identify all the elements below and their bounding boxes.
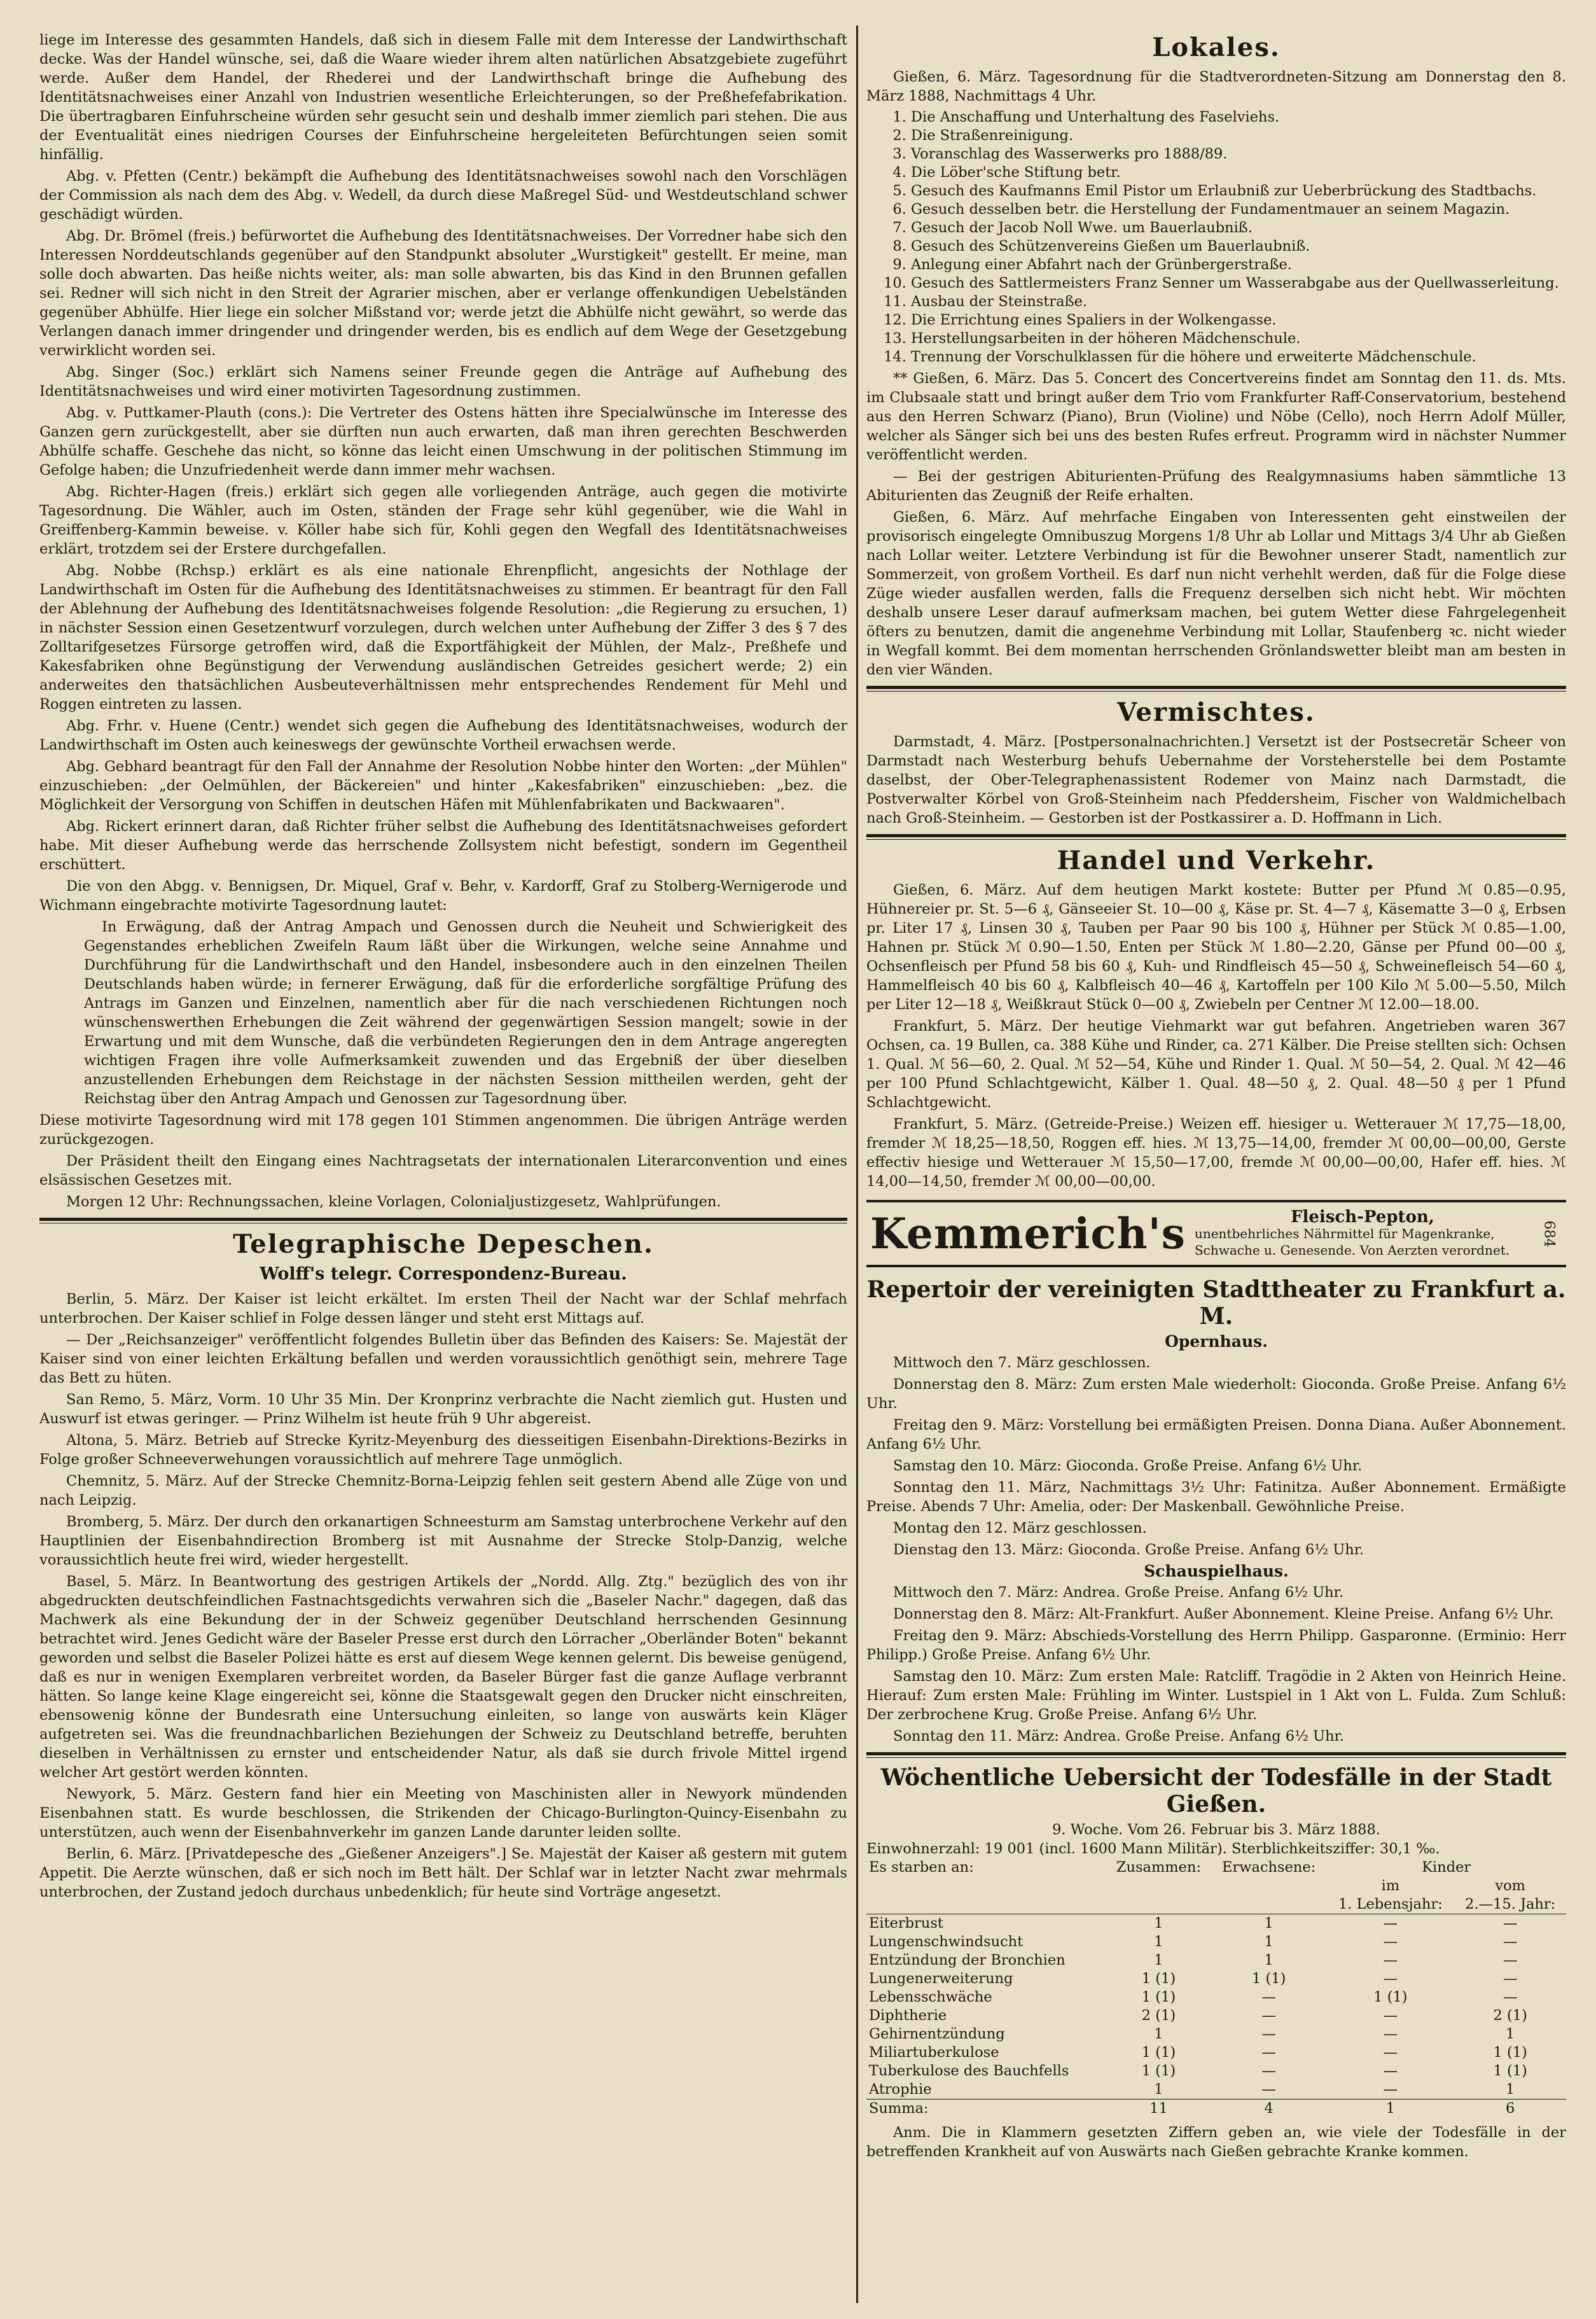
table-cell: 1 [1264, 1915, 1273, 1932]
agenda-item: 2. Die Straßenreinigung. [911, 127, 1566, 145]
ad-code: 684 [1541, 1220, 1557, 1247]
agenda-item: 10. Gesuch des Sattlermeisters Franz Senner um Wasserabgabe aus der Quellwasserleitung. [911, 274, 1566, 293]
reichstag-debate [39, 31, 847, 915]
table-row [866, 2062, 1566, 2080]
schauspielhaus-title: Schauspielhaus. [1144, 1562, 1289, 1580]
schedule-item: Sonntag den 11. März, Nachmittags 3½ Uhr: Fatinitza. Außer Abonnement. Ermäßigte Preise. Abends 7 Uhr: Amelia, oder: Der Maskenball. Gewöhnliche Preise. [866, 1479, 1566, 1515]
table-cell: Lungenschwindsucht [869, 1933, 1024, 1950]
schedule-item: Freitag den 9. März: Vorstellung bei ermäßigten Preisen. Donna Diana. Außer Abonnement. Anfang 6½ Uhr. [866, 1417, 1566, 1452]
ad-brand-name: Kemmerich's [870, 1209, 1186, 1258]
agenda-item: 11. Ausbau der Steinstraße. [911, 293, 1566, 311]
table-row [866, 1933, 1566, 1951]
header-children: Kinder [1422, 1859, 1471, 1876]
table-cell: — [1261, 1989, 1276, 2005]
table-cell: — [1383, 2081, 1398, 2098]
telegram-item: — Der „Reichsanzeiger" veröffentlicht folgendes Bulletin über das Befinden des Kaisers: Se. Majestät der Kaiser sind von einer leichten Erkältung befallen und werden voraussichtlich genöthigt sein, mehrere Tage das Bett zu hüten. [39, 1332, 847, 1386]
table-cell: 1 [1154, 2026, 1163, 2042]
table-cell: — [1383, 2063, 1398, 2079]
schedule-item: Freitag den 9. März: Abschieds-Vorstellung des Herrn Philipp. Gasparonne. (Erminio: Herr Philipp.) Große Preise. Anfang 6½ Uhr. [866, 1627, 1566, 1663]
telegram-item: Bromberg, 5. März. Der durch den orkanartigen Schneesturm am Samstag unterbrochene Verkehr auf den Hauptlinien der Eisenbahndirection Bromberg ist mit Ausnahme der Strecke Stolp-Danzig, welche voraussichtlich heute frei wird, wieder hergestellt. [39, 1514, 847, 1568]
debate-conclusion [39, 1111, 847, 1211]
table-sum-row [866, 2100, 1566, 2119]
table-cell: Gehirnentzündung [869, 2026, 1005, 2042]
opernhaus-title: Opernhaus. [1165, 1332, 1268, 1351]
section-rule [866, 834, 1566, 840]
vermischtes-text: Darmstadt, 4. März. [Postpersonalnachrichten.] Versetzt ist der Postsecretär Scheer von Darmstadt nach Westerburg behufs Uebernahme der Vorsteherstelle bei dem Postamte daselbst, der Ober-Telegraphenassistent Rodemer von Mainz nach Darmstadt, die Postverwalter Körbel von Groß-Steinheim nach Pfeddersheim, Fischer von Waldmichelbach nach Groß-Steinheim. — Gestorben ist der Postkassirer a. D. Hoffmann in Lich. [866, 734, 1566, 826]
table-cell: Lebensschwäche [869, 1989, 992, 2005]
agenda-item: 14. Trennung der Vorschulklassen für die höhere und erweiterte Mädchenschule. [911, 348, 1566, 366]
schedule-item: Donnerstag den 8. März: Zum ersten Male wiederholt: Gioconda. Große Preise. Anfang 6½ Uhr. [866, 1376, 1566, 1412]
table-cell: Diphtherie [869, 2007, 947, 2024]
debate-paragraph: Abg. Rickert erinnert daran, daß Richter früher selbst die Aufhebung des Identitätsnachweises gefordert habe. Mit dieser Aufhebung werde das herrschende Zollsystem nicht befestigt, sondern im Gegentheil erschüttert. [39, 818, 847, 873]
debate-paragraph: Abg. Gebhard beantragt für den Fall der Annahme der Resolution Nobbe hinter den Worten: „der Mühlen" einzuschieben: „der Oelmühlen, der Bäckereien" und hinter „Kakesfabriken" einzuschieben: „bez. die Möglichkeit der Versorgung von Schiffen in deutschen Häfen mit Mühlenfabrikaten und Backwaaren". [39, 758, 847, 813]
schedule-item: Donnerstag den 8. März: Alt-Frankfurt. Außer Abonnement. Kleine Preise. Anfang 6½ Uhr. [893, 1606, 1554, 1622]
table-cell: — [1383, 2044, 1398, 2061]
table-cell: 1 (1) [1252, 1970, 1286, 1987]
table-row [866, 2044, 1566, 2062]
handel-article: Gießen, 6. März. Auf dem heutigen Markt kostete: Butter per Pfund ℳ 0.85—0.95, Hühnereier pr. St. 5—6 ₰, Gänseeier St. 10—00 ₰, Käse pr. St. 4—7 ₰, Käsematte 3—0 ₰, Erbsen pr. Liter 17 ₰, Linsen 30 ₰, Tauben per Paar 90 bis 100 ₰, Hühner per Stück ℳ 0.85—1.00, Hahnen pr. Stück ℳ 0.90—1.50, Enten per Stück ℳ 1.80—2.20, Gänse per Pfund 00—00 ₰, Ochsenfleisch per Pfund 58 bis 60 ₰, Kuh- und Rindfleisch 45—50 ₰, Schweinefleisch 54—60 ₰, Hammelfleisch 40 bis 60 ₰, Kalbfleisch 40—46 ₰, Kartoffeln per 100 Kilo ℳ 5.00—5.50, Milch per Liter 12—18 ₰, Weißkraut Stück 0—00 ₰, Zwiebeln per Centner ℳ 12.00—18.00. [866, 882, 1566, 1013]
header-adults: Erwachsene: [1222, 1859, 1316, 1876]
debate-paragraph: Abg. Singer (Soc.) erklärt sich Namens seiner Freunde gegen die Anträge auf Aufhebung des Identitätsnachweises und wird einer motivirten Tagesordnung zustimmen. [39, 364, 847, 400]
table-cell: 1 (1) [1141, 2044, 1176, 2061]
schedule-item: Dienstag den 13. März: Gioconda. Große Preise. Anfang 6½ Uhr. [893, 1542, 1364, 1558]
telegram-item: Berlin, 6. März. [Privatdepesche des „Gießener Anzeigers".] Se. Majestät der Kaiser aß gestern mit gutem Appetit. Die Aerzte wünschen, daß er sich noch im Bett hält. Der Schlaf war in letzter Nacht zwar mehrmals unterbrochen, der Zustand jedoch durchaus unbedenklich; für heute sind Vorträge angesetzt. [39, 1846, 847, 1900]
deaths-title: Wöchentliche Uebersicht der Todesfälle in der Stadt Gießen. [880, 1764, 1552, 1818]
schedule-item: Samstag den 10. März: Zum ersten Male: Ratcliff. Tragödie in 2 Akten von Heinrich Heine. Hierauf: Zum ersten Male: Frühling im Winter. Lustspiel in 1 Akt von L. Fulda. Zum Schluß: Der zerbrochene Krug. Große Preise. Anfang 6½ Uhr. [866, 1668, 1566, 1723]
lokales-articles [866, 369, 1566, 679]
lokales-article: — Bei der gestrigen Abiturienten-Prüfung des Realgymnasiums haben sämmtliche 13 Abiturienten das Zeugniß der Reife erhalten. [866, 468, 1566, 504]
header-im: im [1381, 1877, 1400, 1894]
deaths-table [866, 1858, 1566, 2118]
telegram-item: Basel, 5. März. In Beantwortung des gestrigen Artikels der „Nordd. Allg. Ztg." bezüglich des von ihr abgedruckten deutschfeindlichen Fastnachtsgedichts verwahren sich die „Baseler Nachr." dagegen, daß das Machwerk als eine Bekundung der in der Schweiz gegenüber Deutschland herrschenden Gesinnung betrachtet wird. Jenes Gedicht wäre der Baseler Presse erst durch den Lörracher „Oberländer Boten" bekannt geworden und selbst die Baseler Polizei hätte es erst auf diesem Wege kennen gelernt. Dis beweise genügend, daß es nur in wenigen Exemplaren verbreitet worden, da Baseler Bürger fast die ganze Auflage verbrannt hätten. So lange keine Klage eingereicht sei, könne die Staatsgewalt gegen den Drucker nicht einschreiten, ebensowenig könne der Bundesrath eine Untersuchung einleiten, so lange von auswärts kein Kläger aufgetreten sei. Was die freundnachbarlichen Beziehungen der Schweiz zu Deutschland betreffe, beruhten dieselben in Verhältnissen zu ernster und entscheidender Natur, als daß sie durch frivole Mittel irgend welcher Art gestört werden könnten. [39, 1573, 847, 1781]
ad-tagline-block [1195, 1209, 1530, 1258]
table-row [866, 1988, 1566, 2007]
schauspielhaus-schedule [866, 1583, 1566, 1746]
theater-title: Repertoir der vereinigten Stadttheater zu Frankfurt a. M. [866, 1276, 1566, 1330]
table-cell: 1 (1) [1373, 1989, 1408, 2005]
table-row [866, 1970, 1566, 1988]
table-cell: 1 [1264, 1952, 1273, 1968]
table-cell: — [1261, 2007, 1276, 2024]
lokales-article: ** Gießen, 6. März. Das 5. Concert des Concertvereins findet am Sonntag den 11. ds. Mts. im Clubsaale statt und bringt außer dem Trio vom Frankfurter Raff-Conservatorium, bestehend aus den Herren Schwarz (Piano), Brun (Violine) und Nöbe (Cello), noch Herrn Adolf Müller, welcher als Sänger sich bei uns des besten Rufes erfreut. Programm wird in nächster Nummer veröffentlicht werden. [866, 370, 1566, 463]
lokales-title: Lokales. [1152, 32, 1280, 62]
agenda-item: 13. Herstellungsarbeiten in der höheren Mädchenschule. [911, 330, 1566, 348]
handel-article: Frankfurt, 5. März. Der heutige Viehmarkt war gut befahren. Angetrieben waren 367 Ochsen, ca. 19 Bullen, ca. 388 Kühe und Rinder, ca. 271 Kälber. Die Preise stellten sich: Ochsen 1. Qual. ℳ 56—60, 2. Qual. ℳ 52—54, Kühe und Rinder 1. Qual. ℳ 50—54, 2. Qual. ℳ 42—46 per 100 Pfund Schlachtgewicht, Kälber 1. Qual. 48—50 ₰, 2. Qual. 48—50 ₰ per 1 Pfund Schlachtgewicht. [866, 1018, 1566, 1111]
agenda-item: 7. Gesuch der Jacob Noll Wwe. um Bauerlaubniß. [911, 219, 1566, 237]
table-cell: 1 [1154, 1915, 1163, 1932]
resolution-text: In Erwägung, daß der Antrag Ampach und Genossen durch die Neuheit und Schwierigkeit des Gegenstandes erheblichen Zweifeln Raum läßt über die Wirkungen, welche seine Annahme und Durchführung für die Landwirthschaft und den Handel, insbesondere auch in den einzelnen Theilen Deutschlands haben würde; in fernerer Erwägung, daß für die erforderliche sorgfältige Prüfung des Antrags im Ganzen und Einzelnen, namentlich aber für die nach verschiedenen Richtungen noch wünschenswerthen Erhebungen die Zeit während der gegenwärtigen Session mangelt; sowie in der Erwartung und mit dem Wunsche, daß die verbündeten Regierungen den in dem Antrage angeregten wichtigen Fragen ihre volle Aufmerksamkeit zuwenden und das Ergebniß der über dieselben anzustellenden Erhebungen dem Reichstage in der nächsten Session mittheilen werden, geht der Reichstag über den Antrag Ampach und Genossen zur Tagesordnung über. [84, 919, 847, 1107]
table-row [866, 2080, 1566, 2100]
table-cell: Atrophie [869, 2081, 932, 2098]
table-cell: 1 [1506, 2081, 1515, 2098]
table-cell: — [1383, 1970, 1398, 1987]
agenda-item: 5. Gesuch des Kaufmanns Emil Pistor um Erlaubniß zur Ueberbrückung des Stadtbachs. [911, 182, 1566, 200]
table-row [866, 2007, 1566, 2025]
table-cell: Tuberkulose des Bauchfells [869, 2063, 1069, 2079]
agenda-item: 9. Anlegung einer Abfahrt nach der Grünbergerstraße. [911, 256, 1566, 274]
ad-product: Fleisch-Pepton, [1291, 1208, 1434, 1227]
agenda-item: 12. Die Errichtung eines Spaliers in der Wolkengasse. [911, 311, 1566, 330]
header-first-year: 1. Lebensjahr: [1326, 1895, 1454, 1914]
table-cell: — [1261, 2026, 1276, 2042]
table-cell: 1 [1506, 2026, 1515, 2042]
right-column [866, 31, 1566, 2164]
table-cell: 1 (1) [1141, 1970, 1176, 1987]
schedule-item: Mittwoch den 7. März geschlossen. [893, 1354, 1151, 1371]
table-cell: 11 [1106, 2100, 1211, 2119]
agenda-item: 3. Voranschlag des Wasserwerks pro 1888/89. [911, 145, 1566, 164]
table-cell: 1 [1154, 1952, 1163, 1968]
debate-paragraph: Die von den Abgg. v. Bennigsen, Dr. Miquel, Graf v. Behr, v. Kardorff, Graf zu Stolberg-Wernigerode und Wichmann eingebrachte motivirte Tagesordnung lautet: [39, 878, 847, 914]
table-cell: 1 [1264, 1933, 1273, 1950]
debate-paragraph: Diese motivirte Tagesordnung wird mit 178 gegen 101 Stimmen angenommen. Die übrigen Anträge werden zurückgezogen. [39, 1112, 847, 1148]
header-age-2-15: 2.—15. Jahr: [1454, 1895, 1566, 1914]
deaths-note: Anm. Die in Klammern gesetzten Ziffern geben an, wie viele der Todesfälle in der betreffenden Krankheit auf von Auswärts nach Gießen gebrachte Kranke kommen. [866, 2124, 1566, 2160]
table-cell: — [1383, 2007, 1398, 2024]
telegram-item: Berlin, 5. März. Der Kaiser ist leicht erkältet. Im ersten Theil der Nacht war der Schlaf mehrfach unterbrochen. Der Kaiser schlief in Folge dessen länger und steht erst Mittags auf. [39, 1291, 847, 1327]
table-cell: Entzündung der Bronchien [869, 1952, 1065, 1968]
schedule-item: Montag den 12. März geschlossen. [893, 1520, 1147, 1536]
telegram-item: Chemnitz, 5. März. Auf der Strecke Chemnitz-Borna-Leipzig fehlen seit gestern Abend alle Züge von und nach Leipzig. [39, 1473, 847, 1508]
agenda-item: 1. Die Anschaffung und Unterhaltung des Faselviehs. [911, 108, 1566, 127]
table-cell: — [1383, 2026, 1398, 2042]
handel-articles [866, 881, 1566, 1191]
table-cell: — [1383, 1915, 1398, 1932]
debate-paragraph: Abg. Dr. Brömel (freis.) befürwortet die Aufhebung des Identitätsnachweises. Der Vorredner habe sich den Interessen Norddeutschlands gegenüber auf den Standpunkt absoluter „Wurstigkeit" gestellt. Er meine, man solle doch abwarten. Das heiße nichts weiter, als: man solle abwarten, bis das Kind in den Brunnen gefallen sei. Redner will sich nicht in den Streit der Agrarier mischen, aber er verlange offenkundigen Uebelständen gegenüber Abhülfe. Hier liege ein solcher Mißstand vor; werde jetzt die Abhülfe nicht gewährt, so werde das Verlangen danach immer dringender und dringender werden, bis es endlich auf dem Wege der Gesetzgebung verwirklicht worden sei. [39, 228, 847, 359]
table-cell: — [1502, 1952, 1518, 1968]
council-agenda [866, 108, 1566, 366]
header-vom: vom [1495, 1877, 1525, 1894]
schedule-item: Mittwoch den 7. März: Andrea. Große Preise. Anfang 6½ Uhr. [893, 1584, 1344, 1601]
advertisement-kemmerich [866, 1200, 1566, 1267]
telegrams-subtitle: Wolff's telegr. Correspondenz-Bureau. [260, 1264, 627, 1284]
vermischtes-title: Vermischtes. [1117, 697, 1315, 727]
header-total: Zusammen: [1116, 1859, 1202, 1876]
telegram-item: Altona, 5. März. Betrieb auf Strecke Kyritz-Meyenburg des diesseitigen Eisenbahn-Direktions-Bezirks in Folge großer Schneeverwehungen voraussichtlich auf mehrere Tage unmöglich. [39, 1432, 847, 1468]
debate-paragraph: liege im Interesse des gesammten Handels, daß sich in diesem Falle mit dem Interesse der Landwirthschaft decke. Was der Handel wünsche, sei, daß die Waare wieder ihrem alten natürlichen Absatzgebiete zugeführt werde. Außer dem Handel, der Rhederei und der Landwirthschaft bringe die Aufhebung des Identitätsnachweises einer Anzahl von Industrien wesentliche Erleichterungen, so der Preßhefefabrikation. Die übertragbaren Einfuhrscheine würden sehr gesucht sein und deshalb immer ziemlich pari stehen. Die aus der Eventualität eines niedrigen Courses der Einfuhrscheine hergeleiteten Befürchtungen seien somit hinfällig. [39, 32, 847, 163]
table-cell: 1 [1154, 1933, 1163, 1950]
table-cell: — [1383, 1933, 1398, 1950]
table-row [866, 2025, 1566, 2044]
schedule-item: Sonntag den 11. März: Andrea. Große Preise. Anfang 6½ Uhr. [893, 1728, 1345, 1744]
table-row [866, 1914, 1566, 1933]
agenda-item: 8. Gesuch des Schützenvereins Gießen um Bauerlaubniß. [911, 237, 1566, 256]
section-rule [866, 686, 1566, 692]
section-rule [866, 1752, 1566, 1758]
telegram-item: Newyork, 5. März. Gestern fand hier ein Meeting von Maschinisten aller in Newyork mündenden Eisenbahnen statt. Es wurde beschlossen, die Strikenden der Chicago-Burlington-Quincy-Eisenbahn zu unterstützen, auch wenn der Eisenbahnverkehr im ganzen Lande darunter leiden sollte. [39, 1786, 847, 1841]
debate-paragraph: Abg. v. Pfetten (Centr.) bekämpft die Aufhebung des Identitätsnachweises sowohl nach den Vorschlägen der Commission als nach dem des Abg. v. Wedell, da durch diese Maßregel Süd- und Westdeutschland schwer geschädigt würden. [39, 168, 847, 223]
table-cell: — [1261, 2063, 1276, 2079]
table-cell: 1 (1) [1493, 2063, 1527, 2079]
schedule-item: Samstag den 10. März: Gioconda. Große Preise. Anfang 6½ Uhr. [893, 1458, 1363, 1474]
table-cell: 2 (1) [1141, 2007, 1176, 2024]
table-cell: 6 [1454, 2100, 1566, 2119]
table-cell: 1 [1154, 2081, 1163, 2098]
lokales-article: Gießen, 6. März. Auf mehrfache Eingaben von Interessenten geht einstweilen der provisorisch eingelegte Omnibuszug Morgens 1/8 Uhr ab Lollar und Mittags 3/4 Uhr ab Gießen nach Lollar weiter. Letztere Verbindung ist für die Bewohner unserer Stadt, namentlich zur Sommerzeit, von großem Vortheil. Es darf nun nicht verhehlt werden, daß für die Folge diese Züge wieder ausfallen werden, falls die Frequenz derselben sich nicht hebt. Wir möchten deshalb unsere Leser darauf aufmerksam machen, bei gutem Wetter diese Fahrgelegenheit öfters zu benutzen, damit die angenehme Verbindung mit Lollar, Staufenberg ꝛc. nicht wieder in Wegfall kommt. Bei dem momentan herrschenden Grönlandswetter bleibt man am besten in den vier Wänden. [866, 509, 1566, 678]
lokales-intro: Gießen, 6. März. Tagesordnung für die Stadtverordneten-Sitzung am Donnerstag den 8. März 1888, Nachmittags 4 Uhr. [866, 69, 1566, 104]
table-cell: Eiterbrust [869, 1915, 943, 1932]
table-cell: 1 [1326, 2100, 1454, 2119]
handel-article: Frankfurt, 5. März. (Getreide-Preise.) Weizen eff. hiesiger u. Wetterauer ℳ 17,75—18,00, fremder ℳ 18,25—18,50, Roggen eff. hies. ℳ 13,75—14,00, fremder ℳ 00,00—00,00, Gerste effectiv hiesige und Wetterauer ℳ 15,50—17,00, fremde ℳ 00,00—00,00, Hafer eff. hies. ℳ 14,00—14,50, fremder ℳ 00,00—00,00. [866, 1116, 1566, 1190]
table-cell: — [1383, 1952, 1398, 1968]
telegram-item: San Remo, 5. März, Vorm. 10 Uhr 35 Min. Der Kronprinz verbrachte die Nacht ziemlich gut. Husten und Auswurf ist etwas geringer. — Prinz Wilhelm ist heute früh 9 Uhr abgereist. [39, 1391, 847, 1427]
table-cell: — [1502, 1989, 1518, 2005]
opernhaus-schedule [866, 1353, 1566, 1559]
table-cell: — [1261, 2044, 1276, 2061]
left-column [39, 31, 847, 1904]
debate-paragraph: Abg. Frhr. v. Huene (Centr.) wendet sich gegen die Aufhebung des Identitätsnachweises, wodurch der Landwirthschaft im Osten auch keineswegs der gewünschte Vortheil erwachsen werde. [39, 718, 847, 753]
debate-paragraph: Abg. Nobbe (Rchsp.) erklärt es als eine nationale Ehrenpflicht, angesichts der Nothlage der Landwirthschaft im Osten für die Aufhebung des Identitätsnachweises zu stimmen. Er beantragt für den Fall der Ablehnung der Aufhebung des Identitätsnachweises folgende Resolution: „die Regierung zu ersuchen, 1) in nächster Session einen Gesetzentwurf vorzulegen, durch welchen unter Aufhebung der Ziffer 3 des § 7 des Zolltarifgesetzes Fürsorge getroffen wird, daß die Exportfähigkeit der Mühlen, der Malz-, Preßhefe und Kakesfabriken ohne Begünstigung der Verwendung ausländischen Getreides gesichert werde; 2) ein anderweites den thatsächlichen Ausbeuteverhältnissen mehr entsprechendes Rendement für Mehl und Roggen eintreten zu lassen. [39, 562, 847, 713]
telegrams-list [39, 1290, 847, 1902]
table-cell: — [1261, 2081, 1276, 2098]
handel-title: Handel und Verkehr. [1057, 846, 1376, 875]
table-cell: 1 (1) [1141, 1989, 1176, 2005]
agenda-item: 6. Gesuch desselben betr. die Herstellung der Fundamentmauer an seinem Magazin. [911, 200, 1566, 219]
column-divider [856, 25, 858, 2303]
table-cell: — [1502, 1933, 1518, 1950]
table-cell: 1 (1) [1141, 2063, 1176, 2079]
table-cell: 2 (1) [1493, 2007, 1527, 2024]
header-cause: Es starben an: [869, 1859, 974, 1876]
agenda-item: 4. Die Löber'sche Stiftung betr. [911, 164, 1566, 182]
deaths-population: Einwohnerzahl: 19 001 (incl. 1600 Mann Militär). Sterblichkeitsziffer: 30,1 ‰. [866, 1841, 1440, 1857]
debate-paragraph: Morgen 12 Uhr: Rechnungssachen, kleine Vorlagen, Colonialjustizgesetz, Wahlprüfungen. [66, 1194, 721, 1210]
debate-paragraph: Der Präsident theilt den Eingang eines Nachtragsetats der internationalen Literarconvention und eines elsässischen Gesetzes mit. [39, 1153, 847, 1188]
table-row [866, 1951, 1566, 1970]
table-cell: — [1502, 1915, 1518, 1932]
section-rule [39, 1218, 847, 1223]
deaths-week: 9. Woche. Vom 26. Februar bis 3. März 1888. [1052, 1821, 1380, 1838]
table-cell: 1 (1) [1493, 2044, 1527, 2061]
table-cell: Lungenerweiterung [869, 1970, 1013, 1987]
debate-paragraph: Abg. v. Puttkamer-Plauth (cons.): Die Vertreter des Ostens hätten ihre Specialwünsche im Interesse des Ganzen gern zurückgestellt, aber sie dürften nun auch erwarten, daß man ihren gerechten Beschwerden Abhülfe schaffe. Geschehe das nicht, so könne das leicht einen Umschwung in der politischen Stimmung im Gefolge haben; die Unzufriedenheit werde dann immer mehr wachsen. [39, 405, 847, 478]
table-cell: Summa: [866, 2100, 1106, 2119]
table-cell: — [1502, 1970, 1518, 1987]
table-cell: 4 [1211, 2100, 1326, 2119]
ad-tagline: unentbehrliches Nährmittel für Magenkranke, Schwache u. Genesende. Von Aerzten verordnet. [1194, 1226, 1510, 1258]
table-cell: Miliartuberkulose [869, 2044, 999, 2061]
debate-paragraph: Abg. Richter-Hagen (freis.) erklärt sich gegen alle vorliegenden Anträge, auch gegen die motivirte Tagesordnung. Die Wähler, auch im Osten, ständen der Frage sehr kühl gegenüber, wie die Wahl in Greiffenberg-Kammin beweise. v. Köller habe sich für, Kohli gegen den Wegfall des Identitätsnachweises erklärt, trotzdem sei der Erstere durchgefallen. [39, 484, 847, 557]
telegrams-title: Telegraphische Depeschen. [233, 1229, 654, 1259]
